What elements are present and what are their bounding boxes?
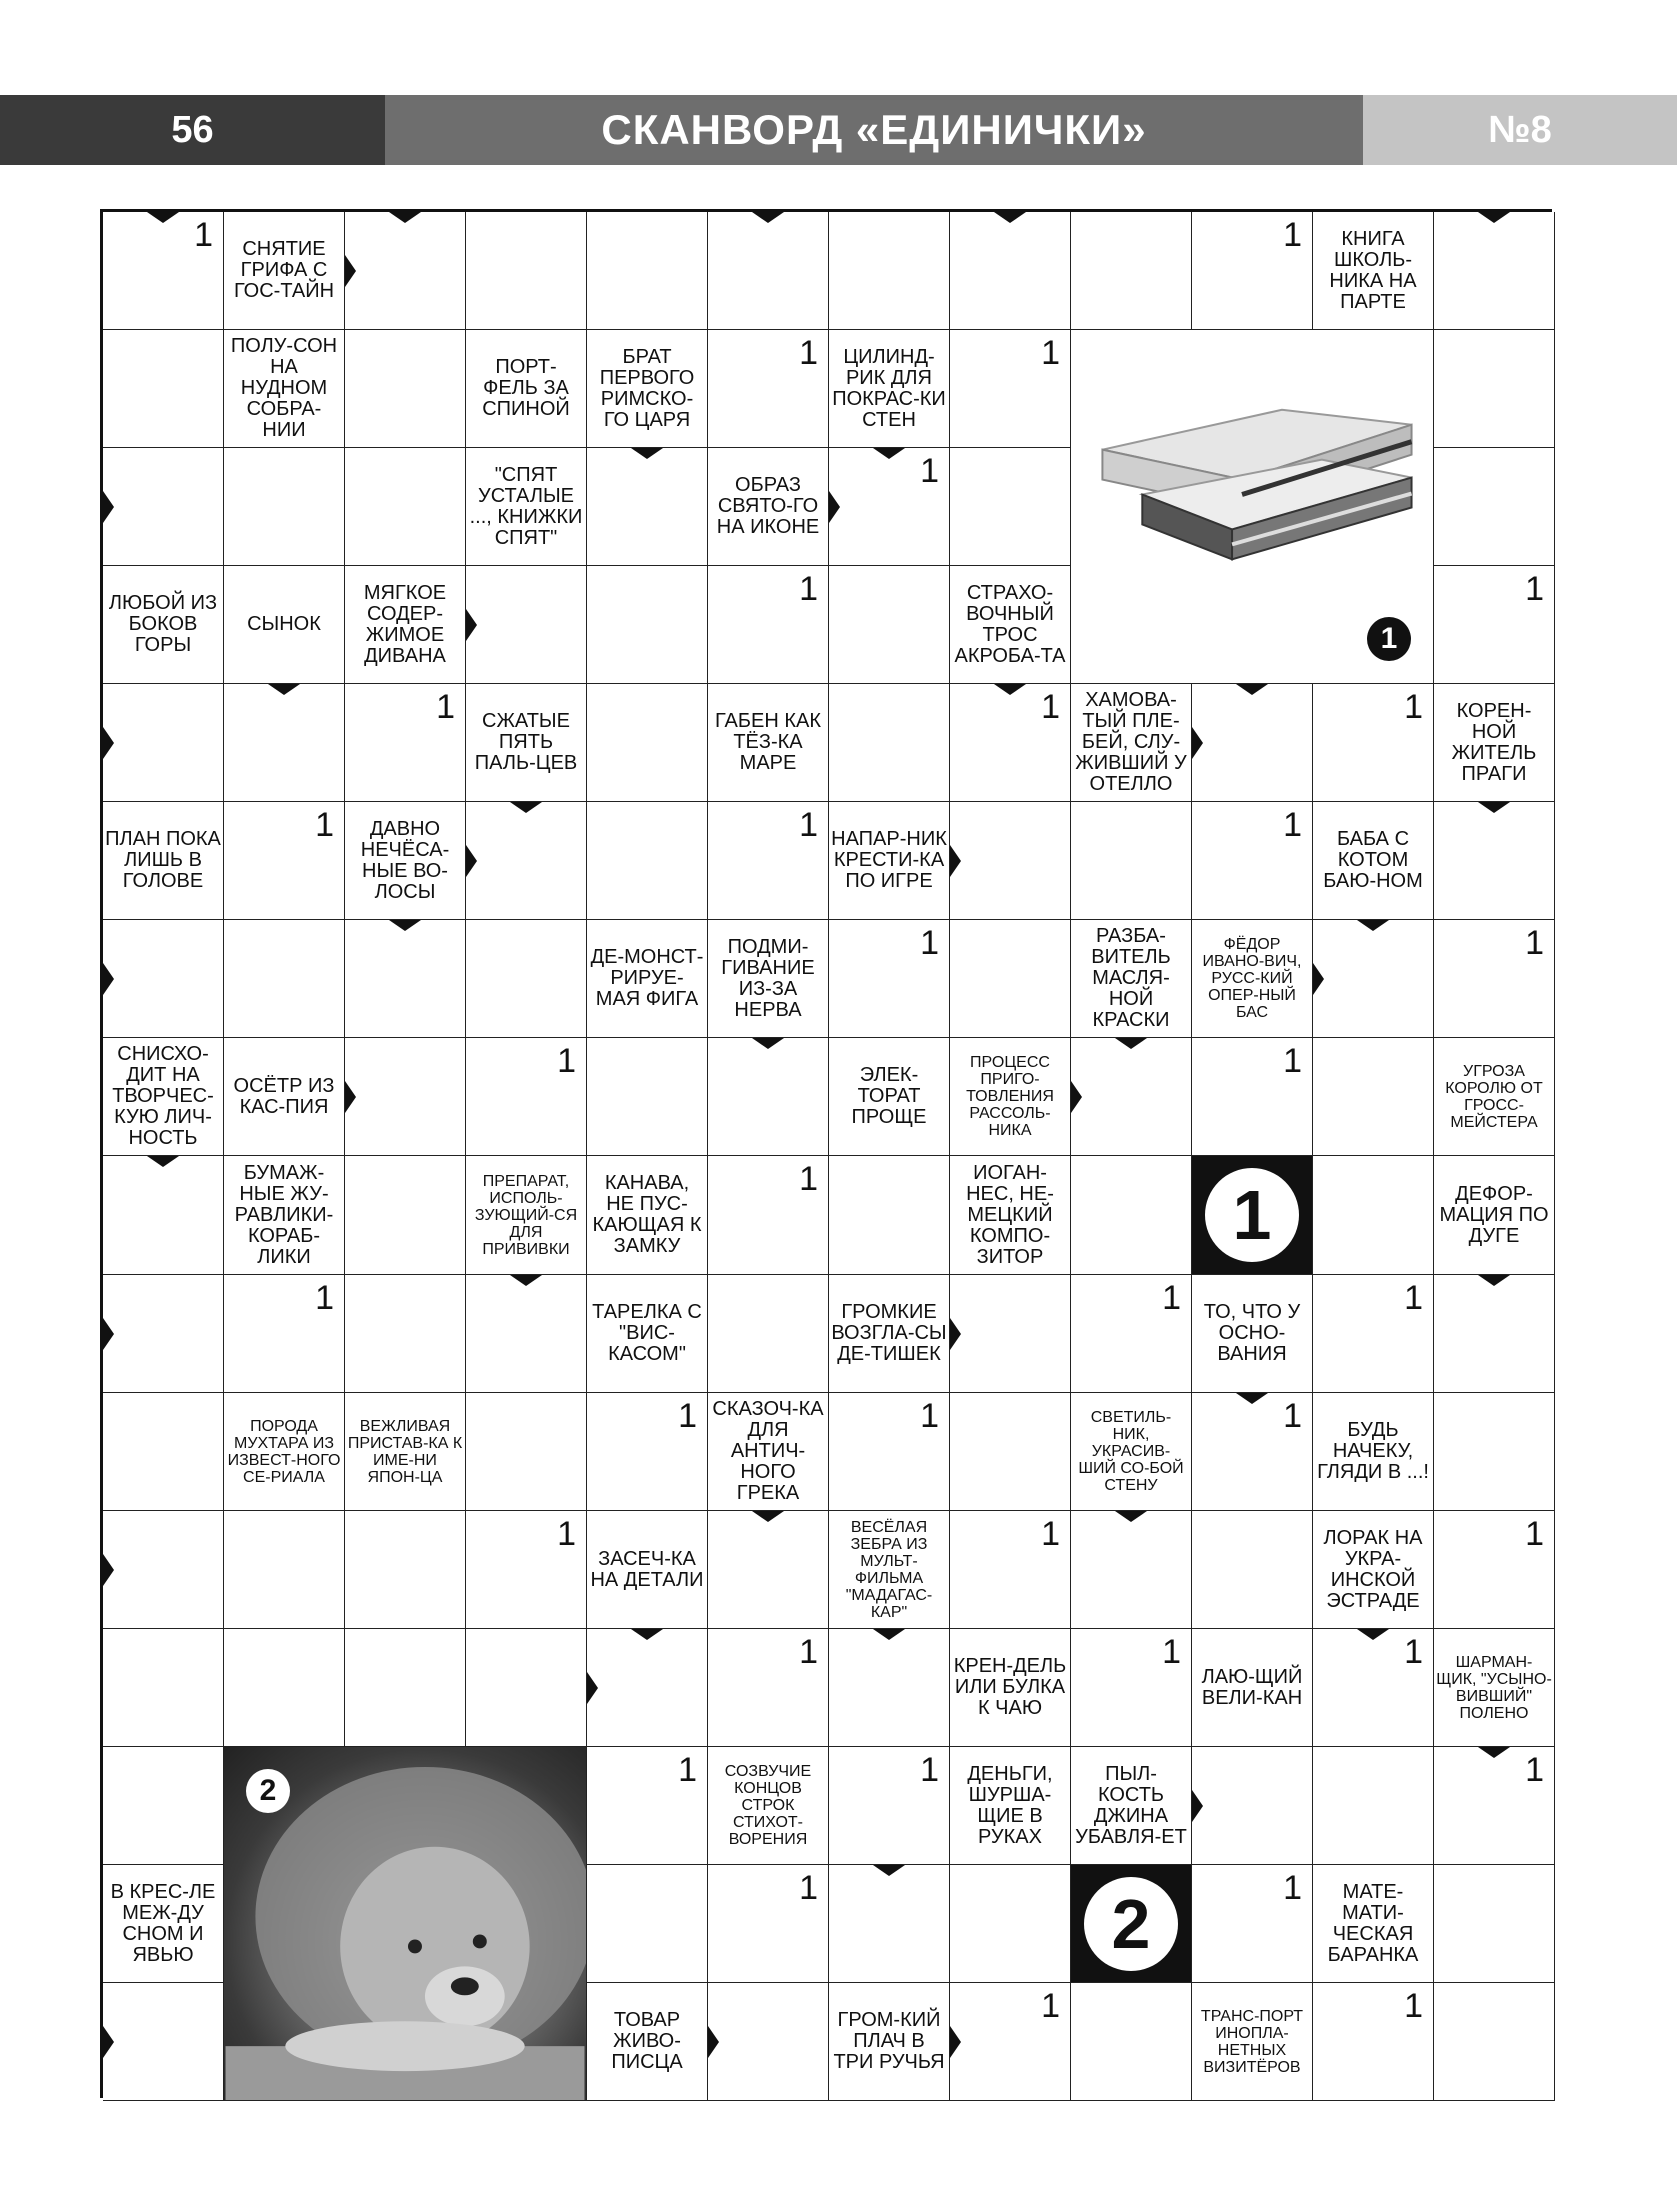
arrow-down-icon [631,1629,663,1640]
answer-cell[interactable] [708,1865,829,1983]
clue-cell: ЛЮБОЙ ИЗ БОКОВ ГОРЫ [103,566,224,684]
arrow-down-icon [1357,920,1389,931]
arrow-right-icon [103,727,114,759]
clue-cell: ШАРМАН-ЩИК, "УСЫНО-ВИВШИЙ" ПОЛЕНО [1434,1629,1555,1747]
page-header [0,95,1677,165]
page-number: 56 [0,95,385,165]
answer-cell[interactable] [708,1629,829,1747]
clue-cell: СОЗВУЧИЕ КОНЦОВ СТРОК СТИХОТ-ВОРЕНИЯ [708,1747,829,1865]
answer-cell[interactable] [829,684,950,802]
clue-cell: ПЛАН ПОКА ЛИШЬ В ГОЛОВЕ [103,802,224,920]
digit-one-hint: 1 [1283,1042,1302,1080]
answer-cell[interactable] [950,1865,1071,1983]
answer-cell[interactable] [345,448,466,566]
clue-cell: ОСЁТР ИЗ КАС-ПИЯ [224,1038,345,1156]
answer-cell[interactable] [708,1275,829,1393]
clue-cell: СВЕТИЛЬ-НИК, УКРАСИВ-ШИЙ СО-БОЙ СТЕНУ [1071,1393,1192,1511]
digit-one-hint: 1 [1525,1751,1544,1789]
answer-cell[interactable] [708,1511,829,1629]
answer-cell[interactable] [224,920,345,1038]
arrow-right-icon [950,2026,961,2058]
answer-cell[interactable] [587,684,708,802]
answer-cell[interactable] [345,330,466,448]
arrow-down-icon [873,1865,905,1876]
arrow-right-icon [103,2026,114,2058]
clue-cell: УГРОЗА КОРОЛЮ ОТ ГРОСС-МЕЙСТЕРА [1434,1038,1555,1156]
answer-cell[interactable] [587,566,708,684]
clue-cell: ПЫЛ-КОСТЬ ДЖИНА УБАВЛЯ-ЕТ [1071,1747,1192,1865]
answer-cell[interactable] [345,1038,466,1156]
answer-cell[interactable] [103,1629,224,1747]
answer-cell[interactable] [345,684,466,802]
digit-one-hint: 1 [799,1869,818,1907]
clue-cell: МАТЕ-МАТИ-ЧЕСКАЯ БАРАНКА [1313,1865,1434,1983]
answer-cell[interactable] [1434,212,1555,330]
answer-cell[interactable] [224,1275,345,1393]
arrow-right-icon [466,609,477,641]
answer-cell[interactable] [345,1275,466,1393]
digit-one-hint: 1 [1041,334,1060,372]
arrow-down-icon [873,1629,905,1640]
answer-cell[interactable] [829,212,950,330]
digit-one-hint: 1 [1525,570,1544,608]
answer-cell[interactable] [829,1629,950,1747]
answer-cell[interactable] [103,448,224,566]
digit-one-hint: 1 [799,1633,818,1671]
answer-cell[interactable] [1313,1747,1434,1865]
big-badge-1-icon [1192,1156,1313,1275]
answer-cell[interactable] [950,1983,1071,2101]
digit-one-hint: 1 [799,334,818,372]
arrow-down-icon [1115,1511,1147,1522]
digit-one-hint: 1 [1041,688,1060,726]
arrow-down-icon [1115,1038,1147,1049]
arrow-right-icon [1313,963,1324,995]
answer-cell[interactable] [103,212,224,330]
answer-cell[interactable] [708,330,829,448]
answer-cell[interactable] [1434,1747,1555,1865]
arrow-right-icon [829,491,840,523]
digit-one-hint: 1 [799,1160,818,1198]
answer-cell[interactable] [950,448,1071,566]
arrow-down-icon [752,1038,784,1049]
arrow-down-icon [1236,684,1268,695]
answer-cell[interactable] [1434,1511,1555,1629]
arrow-right-icon [708,2026,719,2058]
clue-cell: ХАМОВА-ТЫЙ ПЛЕ-БЕЙ, СЛУ-ЖИВШИЙ У ОТЕЛЛО [1071,684,1192,802]
answer-cell[interactable] [1434,1393,1555,1511]
clue-cell: ПОЛУ-СОН НА НУДНОМ СОБРА-НИИ [224,330,345,448]
answer-cell[interactable] [466,802,587,920]
answer-cell[interactable] [950,1511,1071,1629]
digit-one-hint: 1 [1404,1633,1423,1671]
clue-cell: ПРЕПАРАТ, ИСПОЛЬ-ЗУЮЩИЙ-СЯ ДЛЯ ПРИВИВКИ [466,1156,587,1275]
answer-cell[interactable] [587,1038,708,1156]
clue-cell: В КРЕС-ЛЕ МЕЖ-ДУ СНОМ И ЯВЬЮ [103,1865,224,1983]
answer-cell[interactable] [829,1747,950,1865]
arrow-down-icon [389,212,421,223]
clue-cell: СНЯТИЕ ГРИФА С ГОС-ТАЙН [224,212,345,330]
answer-cell[interactable] [950,920,1071,1038]
clue-cell: ВЕЖЛИВАЯ ПРИСТАВ-КА К ИМЕ-НИ ЯПОН-ЦА [345,1393,466,1511]
clue-cell: ВЕСЁЛАЯ ЗЕБРА ИЗ МУЛЬТ-ФИЛЬМА "МАДАГАС-КАР" [829,1511,950,1629]
answer-cell[interactable] [466,212,587,330]
answer-cell[interactable] [466,566,587,684]
digit-one-hint: 1 [799,570,818,608]
arrow-right-icon [466,845,477,877]
answer-cell[interactable] [708,802,829,920]
answer-cell[interactable] [103,1393,224,1511]
arrow-right-icon [103,963,114,995]
badge-1-label: 1 [1205,1168,1299,1262]
answer-cell[interactable] [708,212,829,330]
digit-one-hint: 1 [1283,806,1302,844]
clue-cell: КРЕН-ДЕЛЬ ИЛИ БУЛКА К ЧАЮ [950,1629,1071,1747]
answer-cell[interactable] [1434,566,1555,684]
clue-cell: "СПЯТ УСТАЛЫЕ ..., КНИЖКИ СПЯТ" [466,448,587,566]
answer-cell[interactable] [466,1511,587,1629]
answer-cell[interactable] [103,684,224,802]
answer-cell[interactable] [829,448,950,566]
arrow-down-icon [1478,802,1510,813]
clue-cell: СЖАТЫЕ ПЯТЬ ПАЛЬ-ЦЕВ [466,684,587,802]
answer-cell[interactable] [1313,1983,1434,2101]
answer-cell[interactable] [1192,212,1313,330]
clue-cell: ГРОМ-КИЙ ПЛАЧ В ТРИ РУЧЬЯ [829,1983,950,2101]
answer-cell[interactable] [950,802,1071,920]
answer-cell[interactable] [708,1038,829,1156]
arrow-down-icon [994,212,1026,223]
arrow-right-icon [950,845,961,877]
digit-one-hint: 1 [1162,1633,1181,1671]
answer-cell[interactable] [950,1275,1071,1393]
digit-one-hint: 1 [920,1397,939,1435]
badge-2-icon: 2 [246,1769,290,1813]
answer-cell[interactable] [103,330,224,448]
clue-cell: ТОВАР ЖИВО-ПИСЦА [587,1983,708,2101]
answer-cell[interactable] [1192,684,1313,802]
answer-cell[interactable] [224,1511,345,1629]
clue-cell: ИОГАН-НЕС, НЕ-МЕЦКИЙ КОМПО-ЗИТОР [950,1156,1071,1275]
arrow-right-icon [345,255,356,287]
clue-cell: ТО, ЧТО У ОСНО-ВАНИЯ [1192,1275,1313,1393]
answer-cell[interactable] [466,1393,587,1511]
clue-cell: НАПАР-НИК КРЕСТИ-КА ПО ИГРЕ [829,802,950,920]
answer-cell[interactable] [466,1629,587,1747]
clue-cell: ГРОМКИЕ ВОЗГЛА-СЫ ДЕ-ТИШЕК [829,1275,950,1393]
answer-cell[interactable] [345,212,466,330]
clue-cell: ПОРОДА МУХТАРА ИЗ ИЗВЕСТ-НОГО СЕ-РИАЛА [224,1393,345,1511]
clue-cell: ГАБЕН КАК ТЁЗ-КА МАРЕ [708,684,829,802]
arrow-down-icon [268,684,300,695]
answer-cell[interactable] [224,1629,345,1747]
clue-cell: ТРАНС-ПОРТ ИНОПЛА-НЕТНЫХ ВИЗИТЁРОВ [1192,1983,1313,2101]
arrow-down-icon [873,448,905,459]
clue-cell: МЯГКОЕ СОДЕР-ЖИМОЕ ДИВАНА [345,566,466,684]
answer-cell[interactable] [1313,1038,1434,1156]
clue-cell: ДЕФОР-МАЦИЯ ПО ДУГЕ [1434,1156,1555,1275]
answer-cell[interactable] [829,920,950,1038]
answer-cell[interactable] [1313,1629,1434,1747]
answer-cell[interactable] [587,212,708,330]
answer-cell[interactable] [708,566,829,684]
arrow-down-icon [752,1511,784,1522]
answer-cell[interactable] [587,1393,708,1511]
arrow-down-icon [1236,1393,1268,1404]
answer-cell[interactable] [466,1038,587,1156]
answer-cell[interactable] [345,1511,466,1629]
arrow-right-icon [950,1318,961,1350]
clue-cell: КНИГА ШКОЛЬ-НИКА НА ПАРТЕ [1313,212,1434,330]
digit-one-hint: 1 [799,806,818,844]
digit-one-hint: 1 [1404,1279,1423,1317]
clue-cell: СКАЗОЧ-КА ДЛЯ АНТИЧ-НОГО ГРЕКА [708,1393,829,1511]
digit-one-hint: 1 [678,1751,697,1789]
answer-cell[interactable] [1313,1275,1434,1393]
clue-cell: ЛОРАК НА УКРА-ИНСКОЙ ЭСТРАДЕ [1313,1511,1434,1629]
digit-one-hint: 1 [315,806,334,844]
answer-cell[interactable] [1434,330,1555,448]
digit-one-hint: 1 [1404,688,1423,726]
clue-cell: БУМАЖ-НЫЕ ЖУ-РАВЛИКИ-КОРАБ-ЛИКИ [224,1156,345,1275]
answer-cell[interactable] [950,684,1071,802]
clue-cell: ДЕНЬГИ, ШУРША-ЩИЕ В РУКАХ [950,1747,1071,1865]
digit-one-hint: 1 [436,688,455,726]
wafer-photo [1071,330,1434,684]
clue-cell: ТАРЕЛКА С "ВИС-КАСОМ" [587,1275,708,1393]
digit-one-hint: 1 [557,1042,576,1080]
arrow-down-icon [510,802,542,813]
answer-cell[interactable] [466,1275,587,1393]
answer-cell[interactable] [1434,1275,1555,1393]
arrow-right-icon [1071,1081,1082,1113]
digit-one-hint: 1 [1525,924,1544,962]
answer-cell[interactable] [103,1275,224,1393]
arrow-down-icon [1478,1275,1510,1286]
answer-cell[interactable] [1434,1983,1555,2101]
issue-number: №8 [1363,95,1677,165]
clue-cell: СТРАХО-ВОЧНЫЙ ТРОС АКРОБА-ТА [950,566,1071,684]
clue-cell: ДАВНО НЕЧЁСА-НЫЕ ВО-ЛОСЫ [345,802,466,920]
answer-cell[interactable] [345,1629,466,1747]
answer-cell[interactable] [224,448,345,566]
answer-cell[interactable] [1434,1865,1555,1983]
arrow-right-icon [103,1318,114,1350]
answer-cell[interactable] [1071,212,1192,330]
arrow-down-icon [994,684,1026,695]
answer-cell[interactable] [587,448,708,566]
answer-cell[interactable] [1434,920,1555,1038]
answer-cell[interactable] [103,1511,224,1629]
digit-one-hint: 1 [1041,1987,1060,2025]
answer-cell[interactable] [103,1156,224,1275]
answer-cell[interactable] [1313,920,1434,1038]
answer-cell[interactable] [103,920,224,1038]
clue-cell: ПРОЦЕСС ПРИГО-ТОВЛЕНИЯ РАССОЛЬ-НИКА [950,1038,1071,1156]
clue-cell: СЫНОК [224,566,345,684]
answer-cell[interactable] [1434,448,1555,566]
digit-one-hint: 1 [1283,216,1302,254]
digit-one-hint: 1 [1283,1397,1302,1435]
clue-cell: БУДЬ НАЧЕКУ, ГЛЯДИ В ...! [1313,1393,1434,1511]
digit-one-hint: 1 [557,1515,576,1553]
clue-cell: ЦИЛИНД-РИК ДЛЯ ПОКРАС-КИ СТЕН [829,330,950,448]
page-title: СКАНВОРД «ЕДИНИЧКИ» [385,95,1363,165]
clue-cell: ФЁДОР ИВАНО-ВИЧ, РУСС-КИЙ ОПЕР-НЫЙ БАС [1192,920,1313,1038]
clue-cell: ПОДМИ-ГИВАНИЕ ИЗ-ЗА НЕРВА [708,920,829,1038]
answer-cell[interactable] [1071,1038,1192,1156]
clue-cell: ОБРАЗ СВЯТО-ГО НА ИКОНЕ [708,448,829,566]
answer-cell[interactable] [950,1393,1071,1511]
answer-cell[interactable] [1071,1983,1192,2101]
answer-cell[interactable] [1071,1275,1192,1393]
answer-cell[interactable] [1313,1156,1434,1275]
arrow-down-icon [147,1156,179,1167]
answer-cell[interactable] [224,802,345,920]
answer-cell[interactable] [829,566,950,684]
answer-cell[interactable] [708,1156,829,1275]
arrow-right-icon [587,1672,598,1704]
digit-one-hint: 1 [920,924,939,962]
answer-cell[interactable] [829,1156,950,1275]
clue-cell: БРАТ ПЕРВОГО РИМСКО-ГО ЦАРЯ [587,330,708,448]
answer-cell[interactable] [1071,802,1192,920]
answer-cell[interactable] [1071,1156,1192,1275]
digit-one-hint: 1 [1283,1869,1302,1907]
answer-cell[interactable] [829,1393,950,1511]
answer-cell[interactable] [950,330,1071,448]
clue-cell: ЗАСЕЧ-КА НА ДЕТАЛИ [587,1511,708,1629]
answer-cell[interactable] [103,1983,224,2101]
digit-one-hint: 1 [194,216,213,254]
answer-cell[interactable] [1071,1629,1192,1747]
arrow-right-icon [103,491,114,523]
answer-cell[interactable] [587,802,708,920]
arrow-down-icon [510,1275,542,1286]
answer-cell[interactable] [1192,1511,1313,1629]
answer-cell[interactable] [1313,684,1434,802]
digit-one-hint: 1 [1162,1279,1181,1317]
answer-cell[interactable] [466,920,587,1038]
answer-cell[interactable] [950,212,1071,330]
clue-cell: КОРЕН-НОЙ ЖИТЕЛЬ ПРАГИ [1434,684,1555,802]
answer-cell[interactable] [1434,802,1555,920]
digit-one-hint: 1 [1041,1515,1060,1553]
clue-cell: ЭЛЕК-ТОРАТ ПРОЩЕ [829,1038,950,1156]
answer-cell[interactable] [587,1629,708,1747]
answer-cell[interactable] [1192,1865,1313,1983]
clue-cell: ПОРТ-ФЕЛЬ ЗА СПИНОЙ [466,330,587,448]
clue-cell: ДЕ-МОНСТ-РИРУЕ-МАЯ ФИГА [587,920,708,1038]
answer-cell[interactable] [1192,1038,1313,1156]
answer-cell[interactable] [587,1747,708,1865]
answer-cell[interactable] [829,1865,950,1983]
answer-cell[interactable] [103,1747,224,1865]
answer-cell[interactable] [587,1865,708,1983]
answer-cell[interactable] [1192,1747,1313,1865]
clue-cell: КАНАВА, НЕ ПУС-КАЮЩАЯ К ЗАМКУ [587,1156,708,1275]
clue-cell: СНИСХО-ДИТ НА ТВОРЧЕС-КУЮ ЛИЧ-НОСТЬ [103,1038,224,1156]
arrow-down-icon [147,212,179,223]
answer-cell[interactable] [1192,1393,1313,1511]
answer-cell[interactable] [345,920,466,1038]
arrow-right-icon [1192,727,1203,759]
digit-one-hint: 1 [678,1397,697,1435]
digit-one-hint: 1 [920,452,939,490]
digit-one-hint: 1 [920,1751,939,1789]
badge-1-icon: 1 [1367,617,1411,661]
answer-cell[interactable] [345,1156,466,1275]
arrow-down-icon [631,448,663,459]
answer-cell[interactable] [708,1983,829,2101]
clue-cell: БАБА С КОТОМ БАЮ-НОМ [1313,802,1434,920]
answer-cell[interactable] [1071,1511,1192,1629]
crossword-grid [100,209,1552,2098]
big-badge-2-icon [1071,1865,1192,1983]
arrow-down-icon [1478,1747,1510,1758]
arrow-right-icon [345,1081,356,1113]
answer-cell[interactable] [224,684,345,802]
arrow-right-icon [1192,1790,1203,1822]
arrow-right-icon [103,1554,114,1586]
digit-one-hint: 1 [1404,1987,1423,2025]
arrow-down-icon [752,212,784,223]
arrow-down-icon [1357,1629,1389,1640]
answer-cell[interactable] [1192,802,1313,920]
clue-cell: РАЗБА-ВИТЕЛЬ МАСЛЯ-НОЙ КРАСКИ [1071,920,1192,1038]
lion-photo [224,1747,587,2101]
arrow-down-icon [389,920,421,931]
clue-cell: ЛАЮ-ЩИЙ ВЕЛИ-КАН [1192,1629,1313,1747]
digit-one-hint: 1 [315,1279,334,1317]
arrow-down-icon [1478,212,1510,223]
digit-one-hint: 1 [1525,1515,1544,1553]
badge-2-label: 2 [1084,1877,1178,1971]
